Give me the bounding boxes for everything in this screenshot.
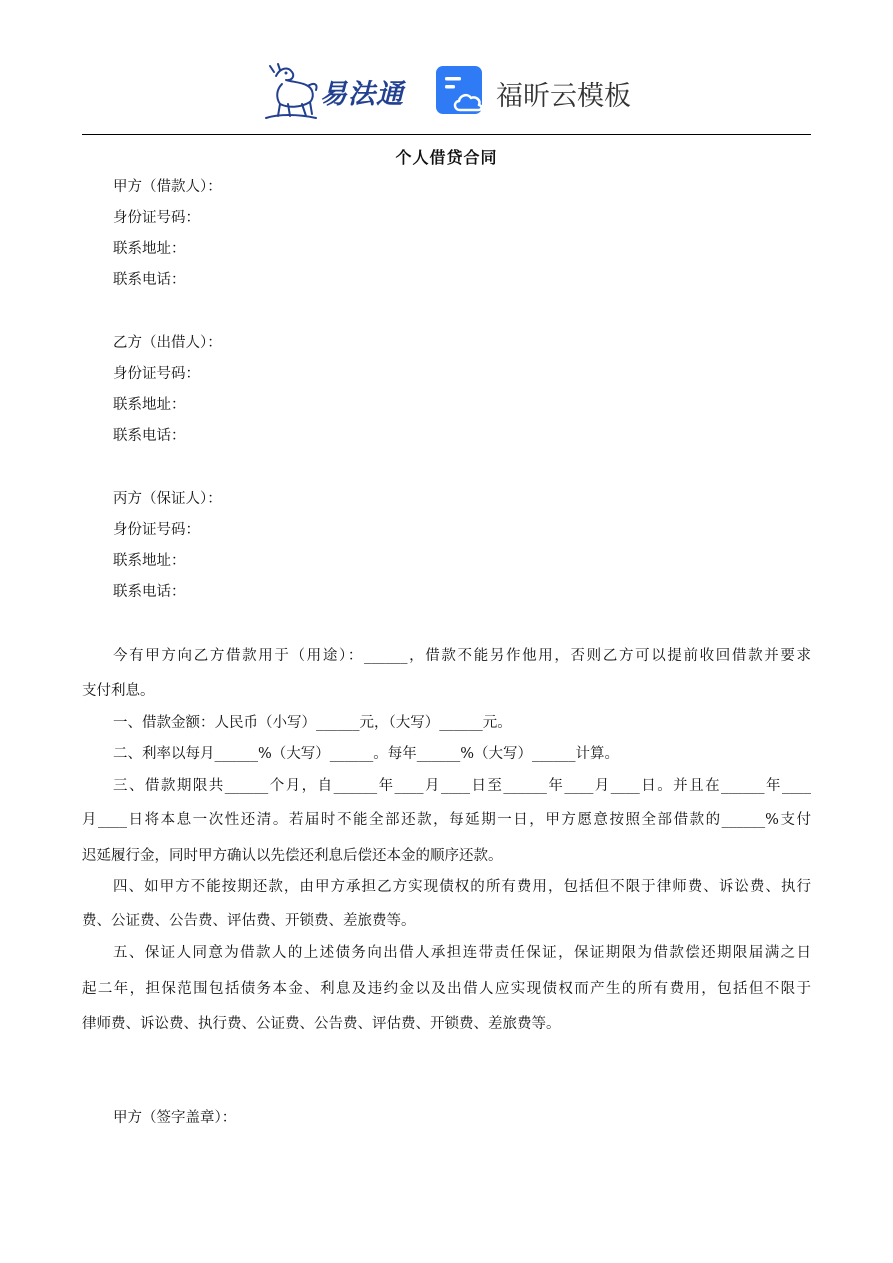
party-c-name: 丙方（保证人）：: [113, 491, 222, 507]
header-divider: [82, 134, 811, 135]
clause-4-line-2: 费、公证费、公告费、评估费、开锁费、差旅费等。: [82, 913, 416, 929]
yifatong-logo: [262, 62, 412, 122]
party-a-address: 联系地址：: [113, 241, 186, 257]
clause-3-line-1: 三、借款期限共______个月，自______年____月____日至______年____月____日。并且在______年____: [113, 778, 811, 794]
party-b-name: 乙方（出借人）：: [113, 335, 222, 351]
party-b-phone: 联系电话：: [113, 428, 186, 444]
clause-4-line-1: 四、如甲方不能按期还款，由甲方承担乙方实现债权的所有费用，包括但不限于律师费、诉讼费、执行: [113, 879, 811, 895]
clause-3-line-3: 迟延履行金，同时甲方确认以先偿还利息后偿还本金的顺序还款。: [82, 848, 503, 864]
clause-5-line-3: 律师费、诉讼费、执行费、公证费、公告费、评估费、开锁费、差旅费等。: [82, 1016, 561, 1032]
intro-line-1: 今有甲方向乙方借款用于（用途）：______，借款不能另作他用，否则乙方可以提前收回借款并要求: [113, 648, 811, 664]
clause-1: 一、借款金额：人民币（小写）______元，（大写）______元。: [113, 715, 512, 731]
party-a-name: 甲方（借款人）：: [113, 179, 222, 195]
page-header: [0, 58, 893, 124]
party-c-phone: 联系电话：: [113, 584, 186, 600]
cloud-document-icon: [436, 64, 488, 116]
clause-2: 二、利率以每月______%（大写）______。每年______%（大写）______计算。: [113, 746, 620, 762]
party-a-signature: 甲方（签字盖章）：: [113, 1110, 237, 1126]
party-a-id: 身份证号码：: [113, 210, 200, 226]
document-title: 个人借贷合同: [395, 148, 498, 167]
party-c-id: 身份证号码：: [113, 522, 200, 538]
clause-5-line-1: 五、保证人同意为借款人的上述债务向出借人承担连带责任保证，保证期限为借款偿还期限届满之日: [113, 945, 811, 961]
clause-5-line-2: 起二年，担保范围包括债务本金、利息及违约金以及出借人应实现债权而产生的所有费用，包括但不限于: [82, 981, 811, 997]
qilin-icon: [262, 62, 320, 122]
party-b-address: 联系地址：: [113, 397, 186, 413]
party-c-address: 联系地址：: [113, 553, 186, 569]
clause-3-line-2: 月____日将本息一次性还清。若届时不能全部还款，每延期一日，甲方愿意按照全部借款的______%支付: [82, 812, 811, 828]
party-b-id: 身份证号码：: [113, 366, 200, 382]
intro-line-2: 支付利息。: [82, 683, 155, 699]
party-a-phone: 联系电话：: [113, 272, 186, 288]
yifatong-logo-text: 易法通: [320, 79, 404, 110]
foxit-template-logo-text: 福昕云模板: [496, 81, 631, 112]
foxit-template-logo: [436, 64, 636, 120]
